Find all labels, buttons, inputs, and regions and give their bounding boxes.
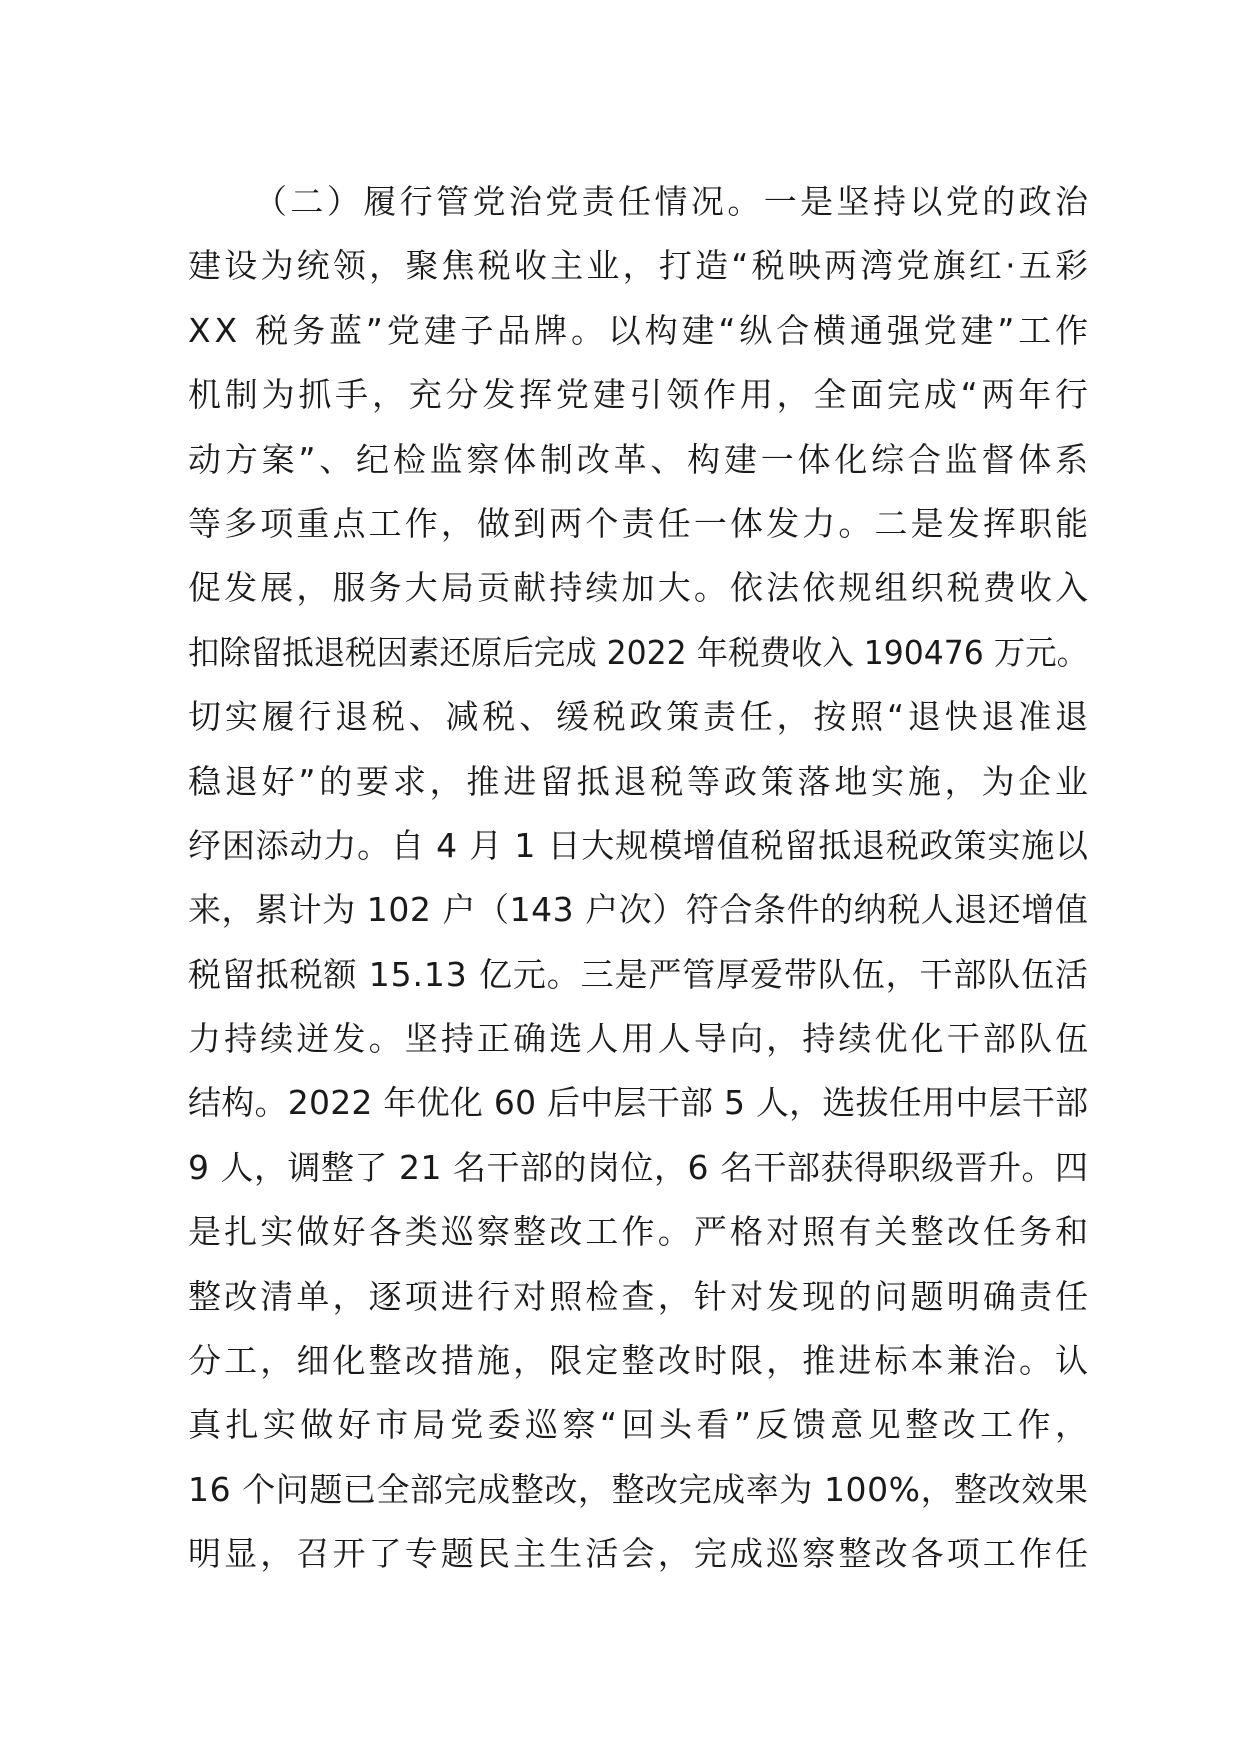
text-line: 来，累计为 102 户（143 户次）符合条件的纳税人退还增值 [188, 890, 1089, 930]
text-line: 分工，细化整改措施，限定整改时限，推进标本兼治。认 [188, 1341, 1092, 1381]
text-line: 结构。2022 年优化 60 后中层干部 5 人，选拔任用中层干部 [188, 1083, 1089, 1123]
text-line: 机制为抓手，充分发挥党建引领作用，全面完成“两年行 [188, 375, 1092, 415]
text-line: 9 人，调整了 21 名干部的岗位，6 名干部获得职级晋升。四 [188, 1147, 1089, 1187]
text-line: 明显，召开了专题民主生活会，完成巡察整改各项工作任 [188, 1534, 1092, 1574]
text-line: 税留抵税额 15.13 亿元。三是严管厚爱带队伍，干部队伍活 [188, 954, 1089, 994]
text-line: 扣除留抵退税因素还原后完成 2022 年税费收入 190476 万元。 [188, 632, 1089, 672]
text-line: XX 税务蓝”党建子品牌。以构建“纵合横通强党建”工作 [188, 310, 1092, 350]
text-line: 动方案”、纪检监察体制改革、构建一体化综合监督体系 [188, 439, 1092, 479]
text-line: （二）履行管党治党责任情况。一是坚持以党的政治 [254, 182, 1092, 221]
text-line: 促发展，服务大局贡献持续加大。依法依规组织税费收入 [188, 568, 1092, 608]
text-line: 稳退好”的要求，推进留抵退税等政策落地实施，为企业 [188, 761, 1092, 801]
text-line: 建设为统领，聚焦税收主业，打造“税映两湾党旗红·五彩 [188, 246, 1092, 286]
body-paragraph [188, 170, 1093, 1587]
text-line: 真扎实做好市局党委巡察“回头看”反馈意见整改工作， [188, 1405, 1093, 1445]
text-line: 等多项重点工作，做到两个责任一体发力。二是发挥职能 [188, 503, 1092, 543]
text-line: 纾困添动力。自 4 月 1 日大规模增值税留抵退税政策实施以 [188, 825, 1089, 865]
text-line: 整改清单，逐项进行对照检查，针对发现的问题明确责任 [188, 1276, 1092, 1316]
text-line: 是扎实做好各类巡察整改工作。严格对照有关整改任务和 [188, 1212, 1092, 1252]
text-line: 切实履行退税、减税、缓税政策责任，按照“退快退准退 [188, 697, 1092, 737]
text-line: 力持续迸发。坚持正确选人用人导向，持续优化干部队伍 [188, 1019, 1092, 1059]
text-line: 16 个问题已全部完成整改，整改完成率为 100%，整改效果 [188, 1469, 1089, 1509]
